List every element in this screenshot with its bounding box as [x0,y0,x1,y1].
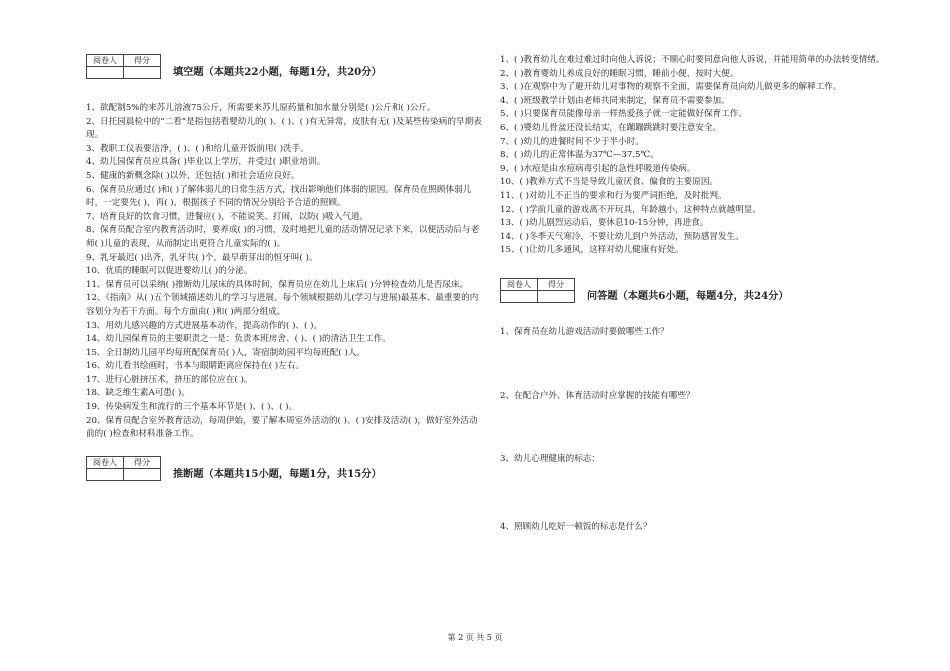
question-item: 9、乳牙最迟( )出齐，乳牙共( )个，最早萌芽出的恒牙叫( )。 [86,252,318,263]
page-footer: 第 2 页 共 5 页 [447,633,503,642]
fill-section-title: 填空题（本题共22小题，每题1分，共20分） [173,66,382,78]
question-item: 12、《指南》从( )五个领域描述幼儿的学习与进展。每个领域根据幼儿(学习与进展)最基本、最重要的内容划分为若干方面。每个方面由( )和( )两部分组成。 [86,293,479,317]
fill-items [86,102,486,442]
reviewer-cell [501,290,538,302]
score-label: 得分 [124,55,161,67]
question-item: 6、保育员应通过( )和( )了解体弱儿的日常生活方式，找出影响他们体弱的原因。保育员在照顾体弱儿时，一定要先( )，再( )，根据孩子不同的情况分别给予合适的照顾。 [86,184,472,209]
judge-section-title: 推断题（本题共15小题，每题1分，共15分） [173,467,382,480]
question-item: 8、( )幼儿的正常体温为37℃—37.5℃。 [500,150,659,161]
question-item: 13、用幼儿感兴趣的方式进展基本动作，提高动作的( )、( )。 [86,320,323,331]
score-cell [124,67,161,79]
question-item: 9、( )水痘是由水痘病毒引起的急性呼吸道传染病。 [500,163,696,174]
question-item: 2、( )教育婴幼儿养成良好的睡眠习惯，睡前小便，按时大便。 [500,68,739,79]
score-cell [538,290,575,302]
question-item: 12、( )学前儿童的游戏离不开玩具，年龄越小，这种特点就越明显。 [500,204,761,215]
question-item: 1、( )教育幼儿在难过难过时向他人诉说；不顺心时要同意向他人诉说，并能用简单的办法转变情绪。 [500,55,885,65]
question-item: 13、( )幼儿剧烈运动后，要休息10-15分钟，再进食。 [500,218,709,229]
question-item: 1、保育员在幼儿游戏活动时要做哪些工作？ [500,326,669,337]
question-item: 19、传染病发生和流行的三个基本环节是( )、( )、( )。 [86,402,298,413]
question-item: 6、( )婴幼儿骨盆还没长结实，在蹦蹦跳跳时要注意安全。 [500,122,722,133]
question-item: 10、( )教养方式不当是导致儿童厌食、偏食的主要原因。 [500,177,719,188]
question-item: 11、( )对幼儿不正当的要求和行为要严词拒绝，及时批判。 [500,190,727,201]
qa-section-title: 问答题（本题共6小题，每题4分，共24分） [587,289,789,302]
question-item: 7、培育良好的饮食习惯，进餐应( )，不能说笑、打闹，以防( )吸入气道。 [86,211,369,222]
score-box [86,456,161,481]
question-item: 4、( )班级教学计划由老师共同来制定，保育员不需要参加。 [500,95,730,106]
question-item: 1、欲配制5%的来苏儿溶液75公斤，所需要来苏儿原药量和加水量分别是( )公斤和( )公斤。 [86,103,436,113]
question-item: 15、全日制幼儿园平均每班配保育员( )人，寄宿制幼园平均每班配( )人。 [86,347,366,358]
question-item: 3、教职工仪表要洁净，( )、( )和给儿童开饭前用( )洗手。 [86,143,309,154]
score-label: 得分 [538,278,575,290]
reviewer-label: 阅卷人 [87,55,124,67]
reviewer-cell [87,468,124,480]
judge-section-header [86,456,486,481]
question-item: 4、幼儿园保育员应具备( )毕业以上学历，并受过( )职业培训。 [86,157,326,168]
left-column [86,54,486,481]
judge-items [500,54,900,258]
reviewer-label: 阅卷人 [87,456,124,468]
question-item: 3、幼儿心理健康的标志： [500,454,600,465]
question-item: 15、( )让幼儿多通风，这样对幼儿健康有好处。 [500,245,684,256]
reviewer-cell [87,67,124,79]
question-item: 14、( )冬季天气寒冷，不要让幼儿到户外活动，预防感冒发生。 [500,231,744,242]
question-item: 7、( )幼儿的进餐时间不少于半小时。 [500,136,644,147]
question-item: 10、优质的睡眠可以促进婴幼儿( )的分泌。 [86,266,253,277]
question-item: 8、保育员配合室内教育活动时，要养成( )的习惯，及时地把儿童的活动情况记录下来，以便活动后与老师( )儿童的表现，从而制定出更符合儿童实际的( )。 [86,225,480,249]
qa-section-header [500,278,900,303]
question-item: 20、保育员配合室外教育活动，每周伊始，要了解本周室外活动的( )、( )安排及活动( )，做好室外活动前的( )检查和材料准备工作。 [86,415,478,440]
score-label: 得分 [124,456,161,468]
question-item: 2、日托园晨检中的“二看”是指包括看婴幼儿的( )、( )、( )有无异常，皮肤有无( )及某些传染病的早期表现。 [86,116,482,141]
question-item: 11、保育员可以采纳( )推断幼儿尿床的具体时间，保育员应在幼儿上床后( )分钟检查幼儿是否尿床。 [86,279,469,290]
question-item: 3、( )在观察中为了避开幼儿对事物的观察不全面，需要保育员向幼儿做更多的解释工作。 [500,82,842,93]
score-box [86,54,161,79]
score-cell [124,468,161,480]
question-item: 16、幼儿看书绘画时，书本与眼睛距离应保持在( )左右。 [86,361,305,372]
fill-section-header [86,54,486,79]
question-item: 4、照顾幼儿吃好一顿饭的标志是什么？ [500,521,652,532]
question-item: 14、幼儿园保育员的主要职责之一是：负责本班房舍、( )、( )的清洁卫生工作。 [86,334,391,345]
reviewer-label: 阅卷人 [501,278,538,290]
right-column [500,54,900,534]
score-box [500,278,575,303]
question-item: 5、( )只要保育员能像母亲一样热爱孩子就一定能做好保育工作。 [500,109,747,120]
question-item: 5、健康的新概念除( )以外，还包括( )和社会适应良好。 [86,170,300,181]
question-item: 18、缺乏维生素A可患( )。 [86,388,190,399]
question-item: 17、进行心脏挤压术，挤压的部位应在( )。 [86,374,253,385]
question-item: 2、在配合户外、体育活动时应掌握的技能有哪些？ [500,390,695,401]
